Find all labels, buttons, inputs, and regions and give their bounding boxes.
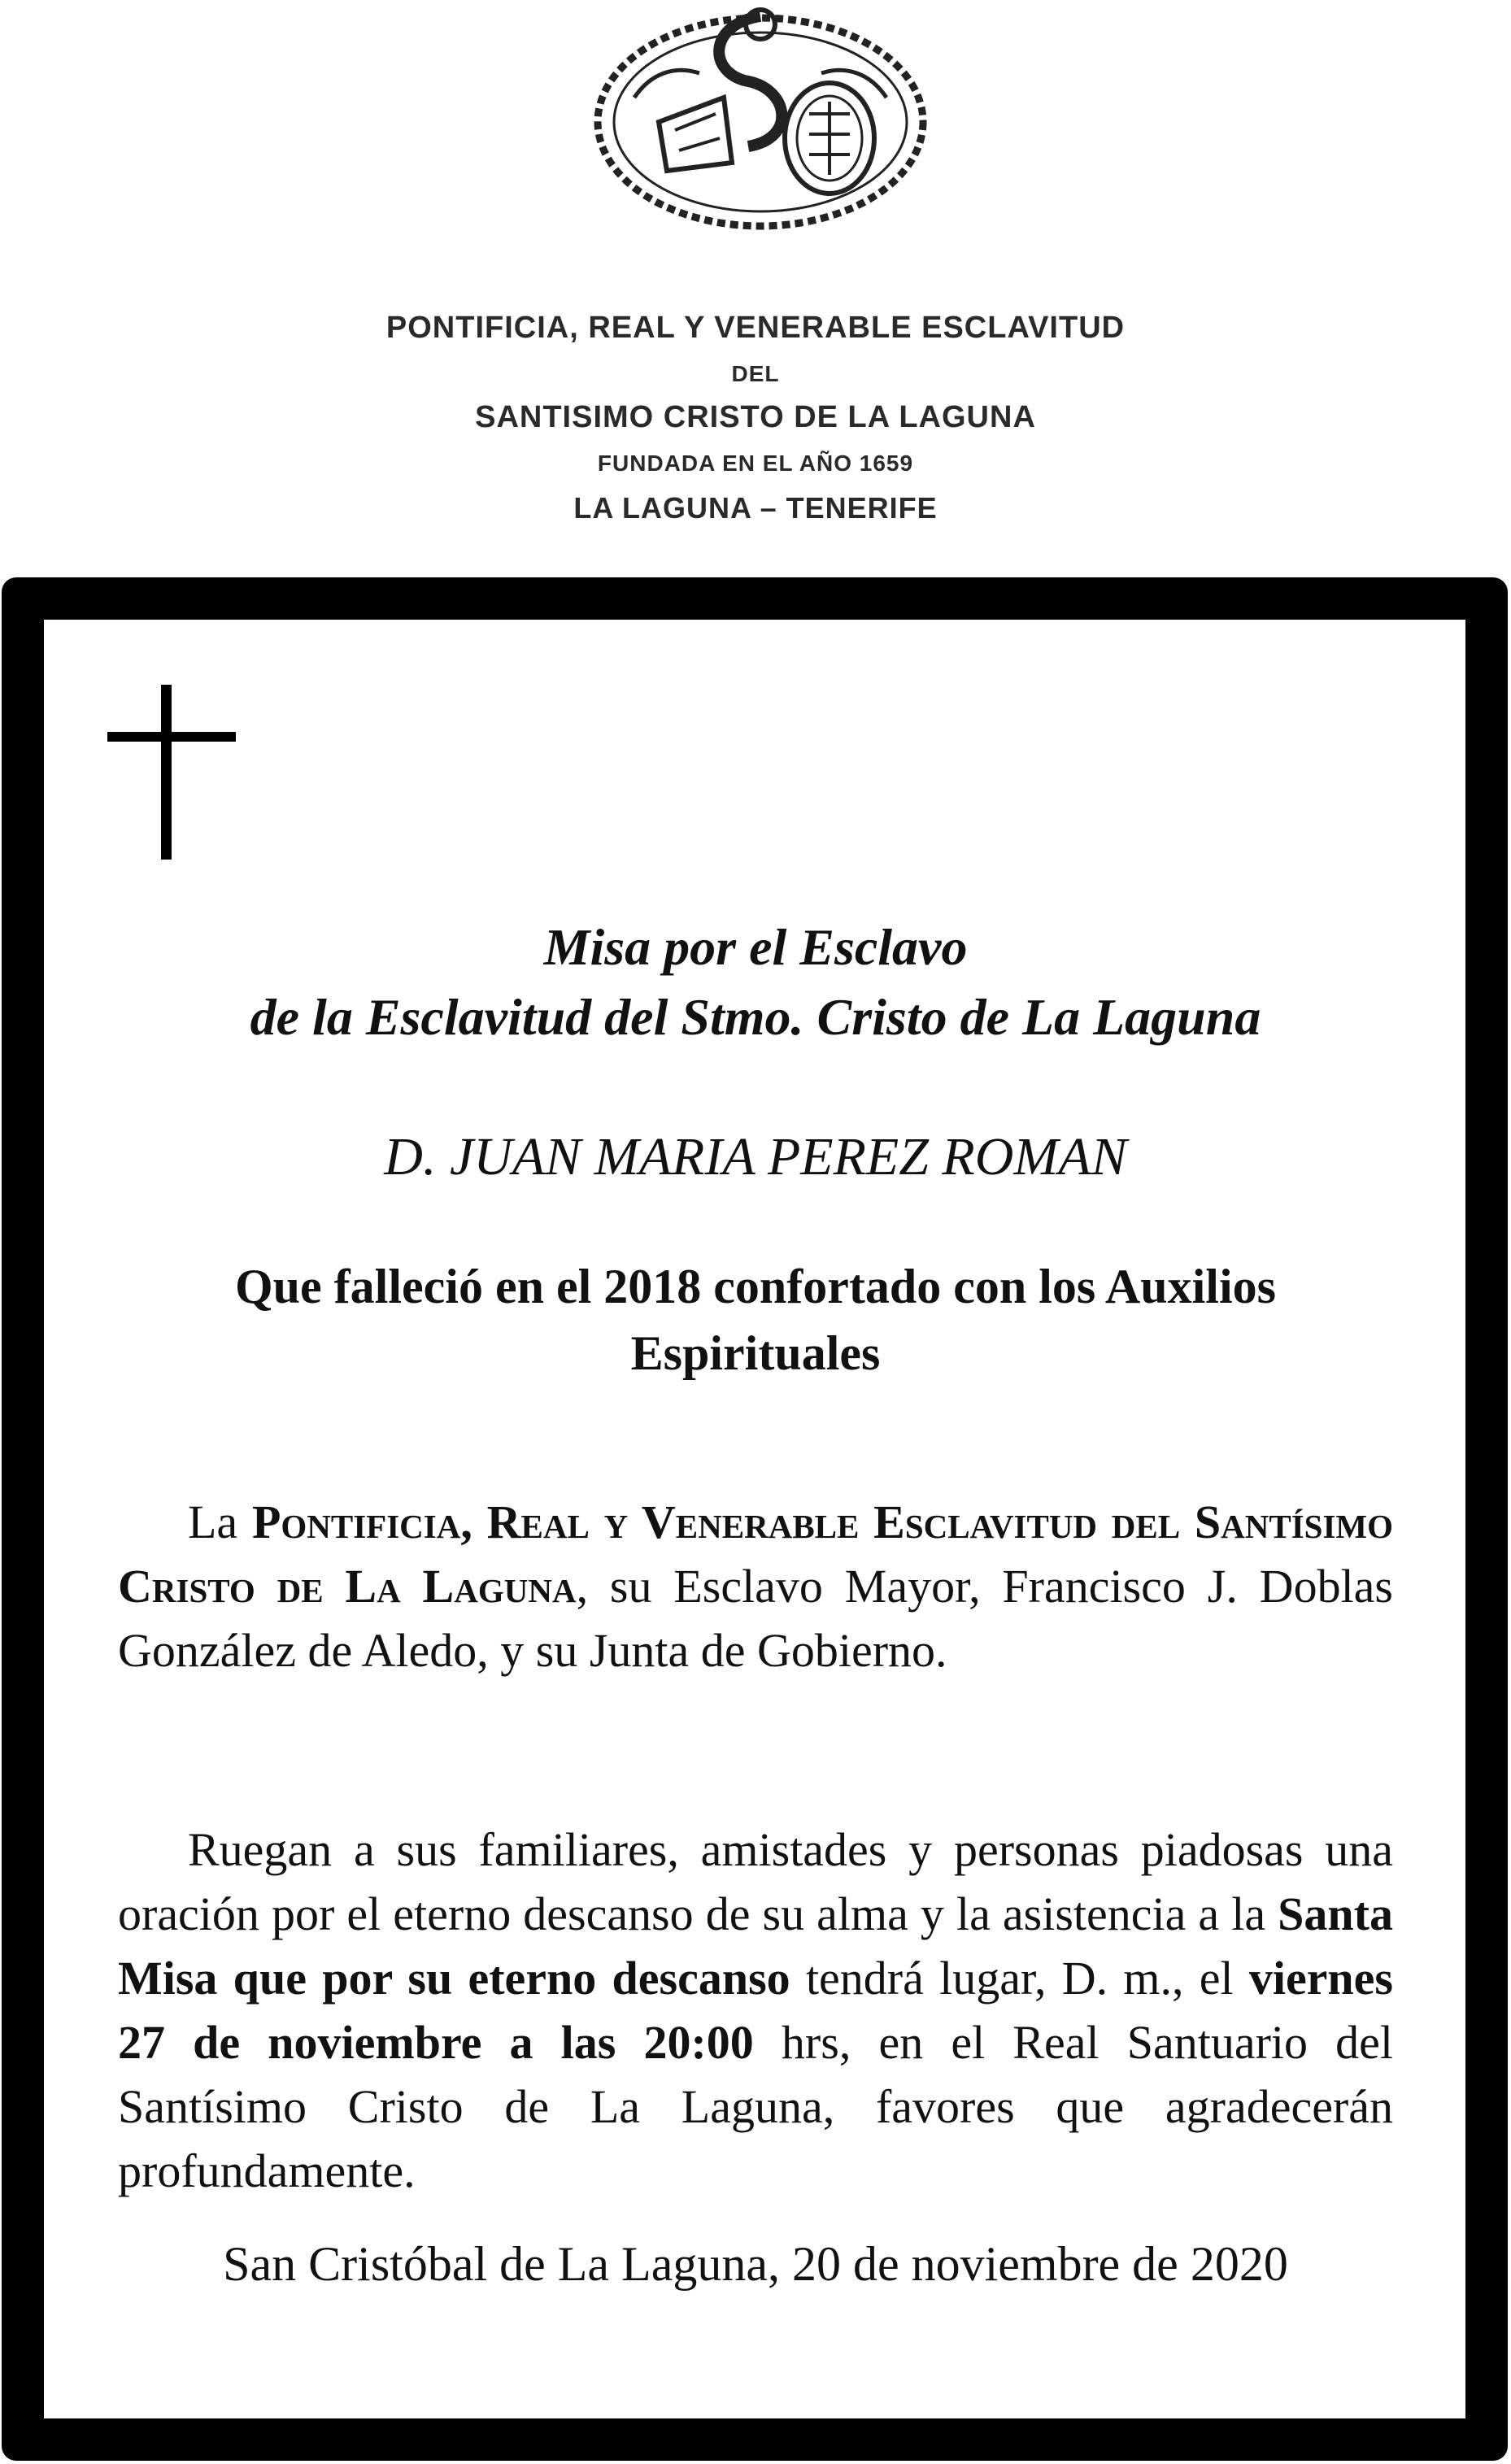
mass-title-line-2: de la Esclavitud del Stmo. Cristo de La Laguna — [250, 988, 1261, 1046]
paragraph2-text-2: tendrá lugar, D. m., el — [790, 1952, 1249, 2005]
paragraph2-text-1: Ruegan a sus familiares, amistades y personas piadosas una oración por el eterno descanso de su alma y la asistencia a la — [118, 1823, 1393, 1940]
header-line-3: SANTISIMO CRISTO DE LA LAGUNA — [475, 400, 1036, 434]
paragraph1-rest: , su Esclavo Mayor, Francisco J. Doblas González de Aledo, y su Junta de Gobierno. — [118, 1560, 1393, 1677]
death-notice-line-2: Espirituales — [630, 1326, 881, 1380]
header-line-1: PONTIFICIA, REAL Y VENERABLE ESCLAVITUD — [385, 311, 1126, 345]
header-line-4: FUNDADA EN EL AÑO 1659 — [597, 451, 914, 476]
paragraph2-text-3: hrs, en el Real Santuario del Santísimo Cristo de La Laguna, favores que agradecerán profundamente. — [118, 2016, 1394, 2197]
institution-name: Pontificia, Real y Venerable Esclavitud del Santísimo Cristo de La Laguna — [118, 1495, 1394, 1613]
header-line-2: DEL — [731, 361, 780, 386]
paragraph1-lead: La — [188, 1495, 252, 1548]
place-and-date: San Cristóbal de La Laguna, 20 de noviembre de 2020 — [223, 2237, 1288, 2291]
death-notice-line-1: Que falleció en el 2018 confortado con los Auxilios — [235, 1260, 1276, 1313]
header-line-5: LA LAGUNA – TENERIFE — [573, 491, 938, 525]
mass-title-line-1: Misa por el Esclavo — [543, 918, 968, 976]
deceased-name: D. JUAN MARIA PEREZ ROMAN — [384, 1127, 1127, 1186]
request-paragraph — [118, 1818, 1393, 2203]
cross-icon — [107, 685, 237, 860]
announcement-paragraph — [118, 1490, 1393, 1683]
brotherhood-crest-logo — [586, 0, 935, 244]
mass-highlight: Santa Misa que por su eterno descanso — [118, 1887, 1393, 2005]
mass-date-time: viernes 27 de noviembre a las 20:00 — [118, 1952, 1393, 2069]
